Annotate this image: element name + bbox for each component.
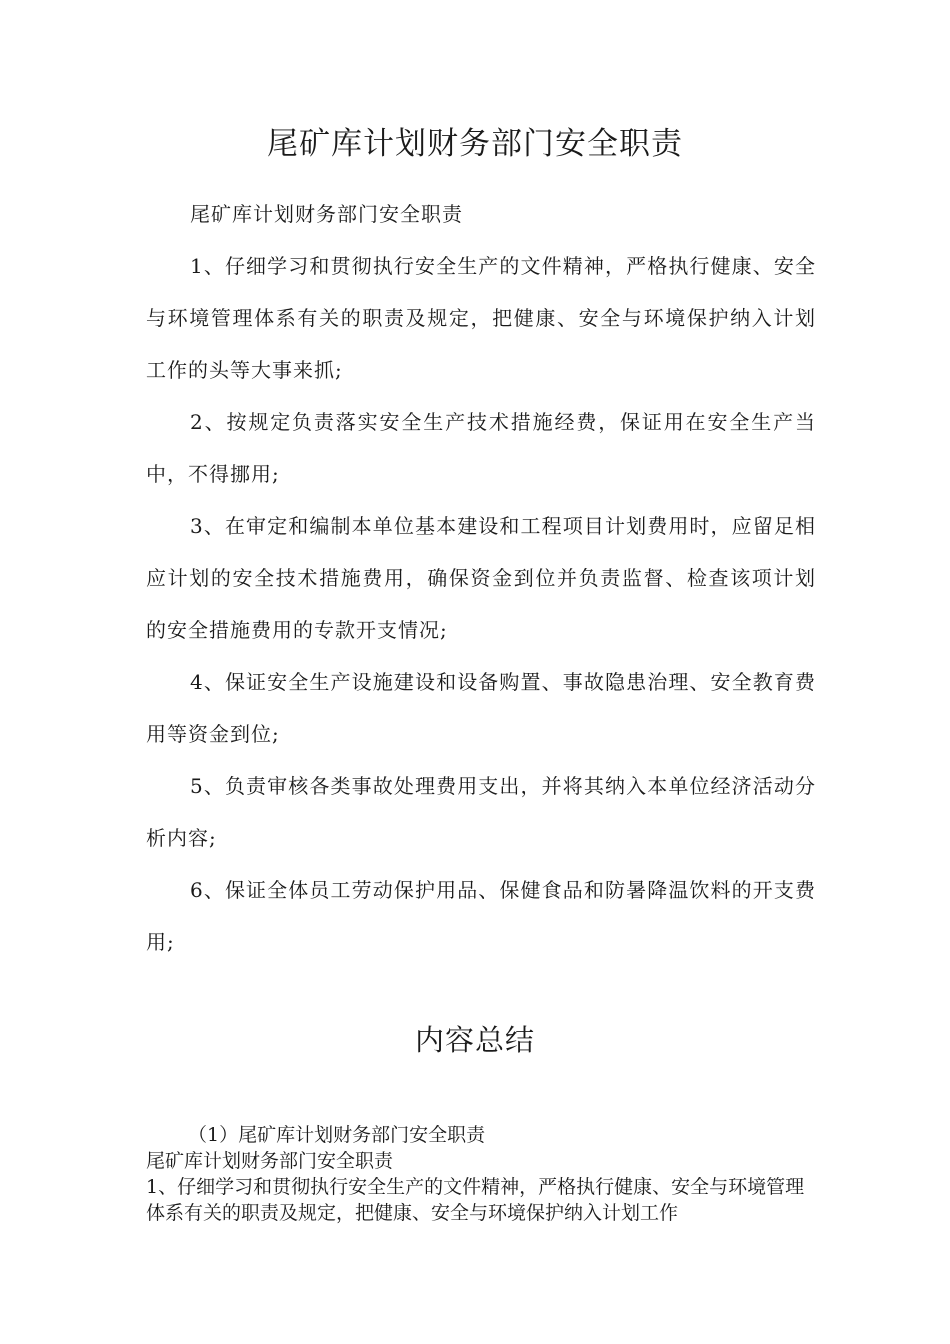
summary-line: 1、仔细学习和贯彻执行安全生产的文件精神，严格执行健康、安全与环境管理体系有关的职责及规定，把健康、安全与环境保护纳入计划工作	[146, 1176, 805, 1224]
body-paragraph: 2、按规定负责落实安全生产技术措施经费，保证用在安全生产当中，不得挪用;	[146, 410, 816, 486]
body-paragraph: 6、保证全体员工劳动保护用品、保健食品和防暑降温饮料的开支费用;	[146, 878, 816, 954]
summary-title: 内容总结	[414, 1023, 535, 1057]
body-paragraph: 尾矿库计划财务部门安全职责	[190, 202, 463, 226]
summary-section	[146, 1122, 806, 1226]
body-paragraph: 1、仔细学习和贯彻执行安全生产的文件精神，严格执行健康、安全与环境管理体系有关的职责及规定，把健康、安全与环境保护纳入计划工作的头等大事来抓;	[146, 254, 816, 382]
body-paragraph: 3、在审定和编制本单位基本建设和工程项目计划费用时，应留足相应计划的安全技术措施费用，确保资金到位并负责监督、检查该项计划的安全措施费用的专款开支情况;	[146, 514, 816, 642]
summary-line: （1）尾矿库计划财务部门安全职责	[188, 1124, 486, 1146]
document-title: 尾矿库计划财务部门安全职责	[267, 126, 683, 162]
document-body	[146, 188, 816, 968]
body-paragraph: 4、保证安全生产设施建设和设备购置、事故隐患治理、安全教育费用等资金到位;	[146, 670, 816, 746]
body-paragraph: 5、负责审核各类事故处理费用支出，并将其纳入本单位经济活动分析内容;	[146, 774, 816, 850]
summary-line: 尾矿库计划财务部门安全职责	[146, 1150, 394, 1172]
